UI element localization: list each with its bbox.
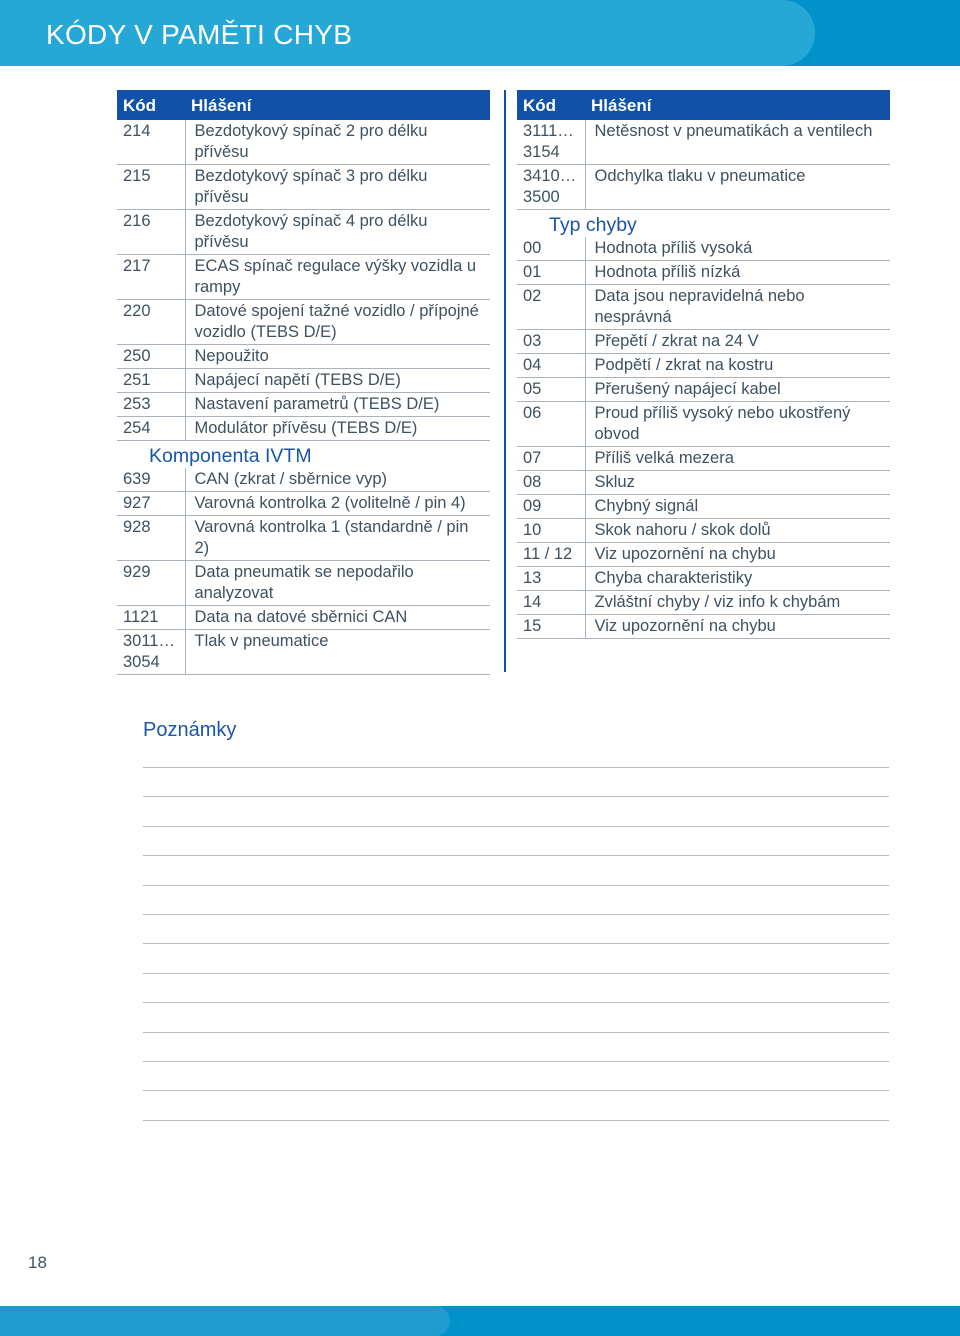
error-message: Bezdotykový spínač 3 pro délku přívěsu: [185, 165, 490, 210]
error-message: Nastavení parametrů (TEBS D/E): [185, 393, 490, 417]
error-code: 14: [517, 591, 585, 615]
table-row: [117, 606, 490, 630]
error-code: 03: [517, 330, 585, 354]
error-message: Data na datové sběrnici CAN: [185, 606, 490, 630]
error-code: 08: [517, 471, 585, 495]
error-message: Příliš velká mezera: [585, 447, 890, 471]
note-line: [143, 914, 889, 915]
error-code: 3011… 3054: [117, 630, 185, 675]
note-line: [143, 943, 889, 944]
table-row: [117, 561, 490, 606]
note-line: [143, 973, 889, 974]
error-code: 07: [517, 447, 585, 471]
page-number: 18: [28, 1253, 47, 1272]
error-code: 00: [517, 237, 585, 261]
note-line: [143, 1032, 889, 1033]
error-code: 214: [117, 120, 185, 165]
table-row: [117, 492, 490, 516]
table-row: [117, 393, 490, 417]
error-message: Data jsou nepravidelná nebo nesprávná: [585, 285, 890, 330]
table-row: [517, 330, 890, 354]
section-row: [517, 210, 890, 238]
error-message: Tlak v pneumatice: [185, 630, 490, 675]
error-code: 02: [517, 285, 585, 330]
table-row: [517, 591, 890, 615]
error-code: 639: [117, 468, 185, 492]
table-row: [517, 354, 890, 378]
left-codes-table: [117, 90, 490, 675]
error-message: Chybný signál: [585, 495, 890, 519]
footer-band-light: [0, 1306, 450, 1336]
error-code: 929: [117, 561, 185, 606]
error-message: Přerušený napájecí kabel: [585, 378, 890, 402]
error-message: Varovná kontrolka 1 (standardně / pin 2): [185, 516, 490, 561]
error-message: Viz upozornění na chybu: [585, 543, 890, 567]
error-code: 217: [117, 255, 185, 300]
table-row: [117, 369, 490, 393]
table-row: [517, 285, 890, 330]
error-code: 10: [517, 519, 585, 543]
error-code: 06: [517, 402, 585, 447]
table-row: [517, 543, 890, 567]
error-code: 927: [117, 492, 185, 516]
table-row: [517, 519, 890, 543]
note-line: [143, 767, 889, 768]
error-code: 216: [117, 210, 185, 255]
column-divider: [504, 90, 506, 672]
error-message: CAN (zkrat / sběrnice vyp): [185, 468, 490, 492]
right-codes-table: [517, 90, 890, 639]
error-message: Hodnota příliš vysoká: [585, 237, 890, 261]
column-header-message: Hlášení: [585, 90, 890, 120]
column-header-code: Kód: [117, 90, 185, 120]
table-header-row: [117, 90, 490, 120]
table-row: [117, 120, 490, 165]
error-message: Proud příliš vysoký nebo ukostřený obvod: [585, 402, 890, 447]
error-message: Napájecí napětí (TEBS D/E): [185, 369, 490, 393]
note-line: [143, 1090, 889, 1091]
error-message: Zvláštní chyby / viz info k chybám: [585, 591, 890, 615]
note-line: [143, 826, 889, 827]
table-row: [117, 345, 490, 369]
table-row: [517, 615, 890, 639]
table-row: [517, 120, 890, 165]
error-code: 253: [117, 393, 185, 417]
table-row: [517, 447, 890, 471]
section-title: Typ chyby: [549, 214, 637, 236]
table-row: [117, 630, 490, 675]
error-code: 220: [117, 300, 185, 345]
error-message: Varovná kontrolka 2 (volitelně / pin 4): [185, 492, 490, 516]
note-line: [143, 796, 889, 797]
error-code: 05: [517, 378, 585, 402]
table-row: [517, 495, 890, 519]
error-message: Hodnota příliš nízká: [585, 261, 890, 285]
error-message: Bezdotykový spínač 4 pro délku přívěsu: [185, 210, 490, 255]
page-footer: [0, 1306, 960, 1336]
section-title: Komponenta IVTM: [149, 445, 312, 467]
error-message: Datové spojení tažné vozidlo / přípojné vozidlo (TEBS D/E): [185, 300, 490, 345]
note-line: [143, 885, 889, 886]
error-code: 3410… 3500: [517, 165, 585, 210]
error-message: Bezdotykový spínač 2 pro délku přívěsu: [185, 120, 490, 165]
note-line: [143, 855, 889, 856]
table-row: [517, 471, 890, 495]
section-row: [117, 441, 490, 469]
table-row: [517, 378, 890, 402]
error-message: Podpětí / zkrat na kostru: [585, 354, 890, 378]
table-row: [117, 300, 490, 345]
note-line: [143, 1120, 889, 1121]
error-message: Netěsnost v pneumatikách a ventilech: [585, 120, 890, 165]
error-code: 250: [117, 345, 185, 369]
error-message: ECAS spínač regulace výšky vozidla u rampy: [185, 255, 490, 300]
error-code: 254: [117, 417, 185, 441]
table-row: [117, 516, 490, 561]
note-line: [143, 1061, 889, 1062]
table-header-row: [517, 90, 890, 120]
error-code: 13: [517, 567, 585, 591]
column-header-code: Kód: [517, 90, 585, 120]
table-row: [117, 255, 490, 300]
error-message: Odchylka tlaku v pneumatice: [585, 165, 890, 210]
table-row: [517, 237, 890, 261]
page-title: KÓDY V PAMĚTI CHYB: [46, 19, 353, 50]
error-code: 3111… 3154: [517, 120, 585, 165]
error-code: 09: [517, 495, 585, 519]
error-code: 928: [117, 516, 185, 561]
table-row: [117, 165, 490, 210]
error-message: Viz upozornění na chybu: [585, 615, 890, 639]
error-message: Chyba charakteristiky: [585, 567, 890, 591]
note-line: [143, 1002, 889, 1003]
error-message: Nepoužito: [185, 345, 490, 369]
error-message: Skok nahoru / skok dolů: [585, 519, 890, 543]
table-row: [517, 261, 890, 285]
notes-title: Poznámky: [143, 719, 237, 741]
table-row: [117, 417, 490, 441]
table-row: [517, 402, 890, 447]
error-message: Přepětí / zkrat na 24 V: [585, 330, 890, 354]
column-header-message: Hlášení: [185, 90, 490, 120]
page-header: [0, 0, 960, 66]
table-row: [517, 567, 890, 591]
error-code: 215: [117, 165, 185, 210]
error-code: 15: [517, 615, 585, 639]
error-code: 04: [517, 354, 585, 378]
error-message: Skluz: [585, 471, 890, 495]
table-row: [117, 210, 490, 255]
table-row: [517, 165, 890, 210]
error-message: Modulátor přívěsu (TEBS D/E): [185, 417, 490, 441]
error-message: Data pneumatik se nepodařilo analyzovat: [185, 561, 490, 606]
error-code: 251: [117, 369, 185, 393]
error-code: 11 / 12: [517, 543, 585, 567]
table-row: [117, 468, 490, 492]
error-code: 01: [517, 261, 585, 285]
error-code: 1121: [117, 606, 185, 630]
